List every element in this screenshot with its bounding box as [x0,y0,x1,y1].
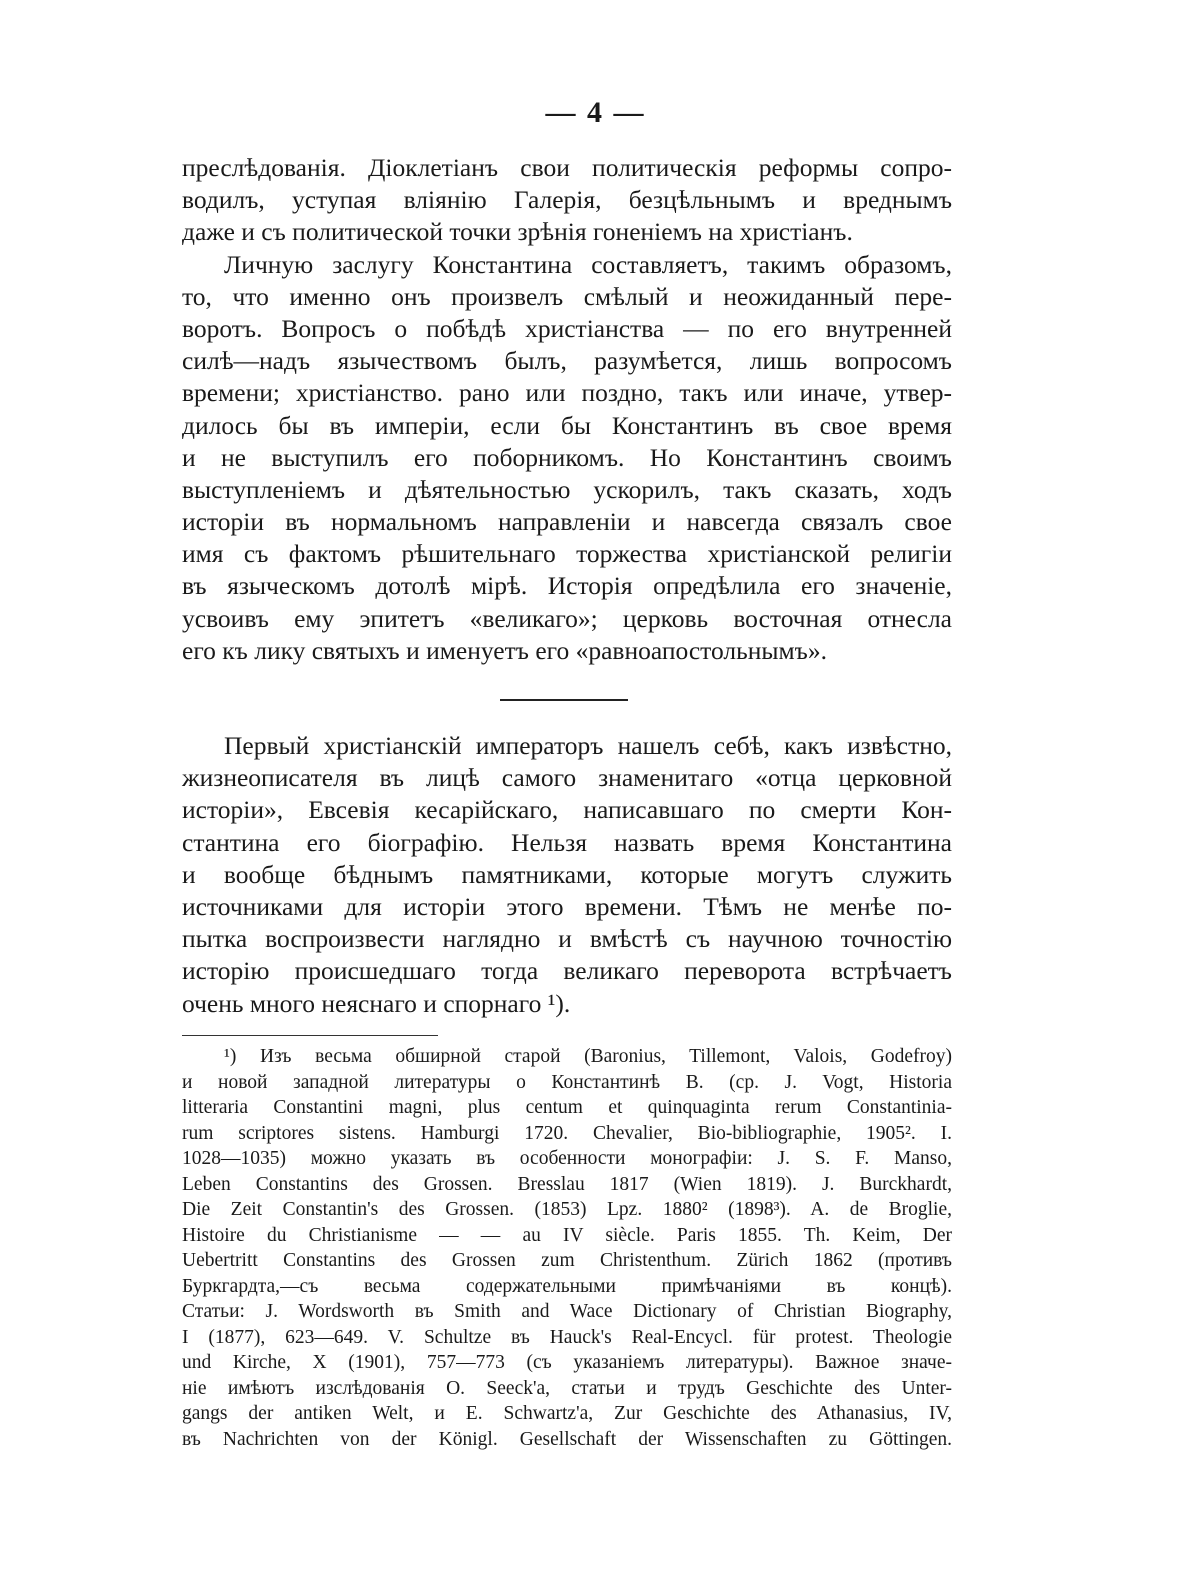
text-line: источниками для исторіи этого времени. Тѣмъ не менѣе по- [182,891,952,921]
text-line: силѣ—надъ язычествомъ былъ, разумѣется, лишь вопросомъ [182,346,952,376]
footnote-line: въ Nachrichten von der Königl. Gesellschaft der Wissenschaften zu Göttingen. [182,1428,952,1450]
text-line: то, что именно онъ произвелъ смѣлый и неожиданный пере- [182,281,952,311]
text-line: и вообще бѣднымъ памятниками, которые могутъ служить [182,859,952,889]
text-line: исторіи», Евсевія кесарійскаго, написавшаго по смерти Кон- [182,795,952,825]
footnote-line: gangs der antiken Welt, и E. Schwartz'а, Zur Geschichte des Athanasius, IV, [182,1403,952,1424]
footnote-line: и новой западной литературы о Константинѣ В. (ср. J. Vogt, Historia [182,1071,952,1093]
footnote-line: litteraria Constantini magni, plus centum et quinquaginta rerum Constantinia- [182,1097,952,1118]
main-text-top [182,152,952,667]
text-line: пытка воспроизвести наглядно и вмѣстѣ съ научною точностію [182,924,952,954]
text-line: водилъ, уступая вліянію Галерія, безцѣльнымъ и вреднымъ [182,185,952,215]
section-separator [500,699,628,701]
text-line: даже и съ политической точки зрѣнія гоненіемъ на христіанъ. [182,217,853,247]
text-line: въ языческомъ дотолѣ мірѣ. Исторія опредѣлила его значеніе, [182,571,952,601]
text-line: воротъ. Вопросъ о побѣдѣ христіанства — по его внутренней [182,313,952,343]
footnote-line: Die Zeit Constantin's des Grossen. (1853) Lpz. 1880² (1898³). A. de Broglie, [182,1199,952,1220]
footnote-line: I (1877), 623—649. V. Schultze въ Hauck's Real-Encycl. für protest. Theologie [182,1326,952,1348]
text-line: жизнеописателя въ лицѣ самого знаменитаго «отца церковной [182,763,952,793]
text-line: его къ лику святыхъ и именуетъ его «равноапостольнымъ». [182,635,827,665]
footnote-line: Uebertritt Constantins des Grossen zum Christenthum. Zürich 1862 (противъ [182,1250,952,1271]
text-line: и не выступилъ его поборникомъ. Но Константинъ своимъ [182,442,952,472]
text-line: исторію происшедшаго тогда великаго переворота встрѣчаетъ [182,956,952,986]
footnote-line: und Kirche, X (1901), 757—773 (съ указаніемъ литературы). Важное значе- [182,1352,952,1373]
text-line: выступленіемъ и дѣятельностью ускорилъ, такъ сказать, ходъ [182,474,952,504]
paragraph-1 [182,152,952,249]
text-line: Первый христіанскій императоръ нашелъ себѣ, какъ извѣстно, [224,731,952,760]
footnote-line: Статьи: J. Wordsworth въ Smith and Wace Dictionary of Christian Biography, [182,1301,952,1322]
text-line: имя съ фактомъ рѣшительнаго торжества христіанской религіи [182,539,952,569]
footnote-line: 1028—1035) можно указать въ особенности монографіи: J. S. F. Manso, [182,1148,952,1169]
text-line: преслѣдованія. Діоклетіанъ свои политическія реформы сопро- [182,153,952,182]
text-line: времени; христіанство. рано или поздно, такъ или иначе, утвер- [182,378,952,408]
main-text-bottom [182,730,952,1020]
paragraph-2 [182,249,952,667]
page-number: — 4 — [545,96,646,129]
footnote-line: ¹) Изъ весьма обширной старой (Baronius, Tillemont, Valois, Godefroy) [224,1046,952,1067]
footnote-line: Histoire du Christianisme — — au IV siècle. Paris 1855. Th. Keim, Der [182,1224,952,1246]
text-line: исторіи въ нормальномъ направленіи и навсегда связалъ свое [182,507,952,537]
text-line: стантина его біографію. Нельзя назвать время Константина [182,827,952,857]
footnote-line: ніе имѣютъ изслѣдованія O. Seeck'а, статьи и трудъ Geschichte des Unter- [182,1377,952,1399]
footnote-line: Leben Constantins des Grossen. Bresslau 1817 (Wien 1819). J. Burckhardt, [182,1173,952,1195]
text-line: Личную заслугу Константина составляетъ, такимъ образомъ, [224,249,952,279]
footnote-line: rum scriptores sistens. Hamburgi 1720. Chevalier, Bio-bibliographie, 1905². I. [182,1122,952,1144]
text-line: очень много неяснаго и спорнаго ¹). [182,988,571,1018]
footnote [182,1044,952,1452]
text-line: усвоивъ ему эпитетъ «великаго»; церковь восточная отнесла [182,603,952,633]
footnote-line: Буркгардта,—съ весьма содержательными примѣчаніями въ концѣ). [182,1275,952,1297]
paragraph-3 [182,730,952,1020]
text-line: дилось бы въ имперіи, если бы Константинъ въ свое время [182,410,952,440]
footnote-separator [182,1035,438,1036]
